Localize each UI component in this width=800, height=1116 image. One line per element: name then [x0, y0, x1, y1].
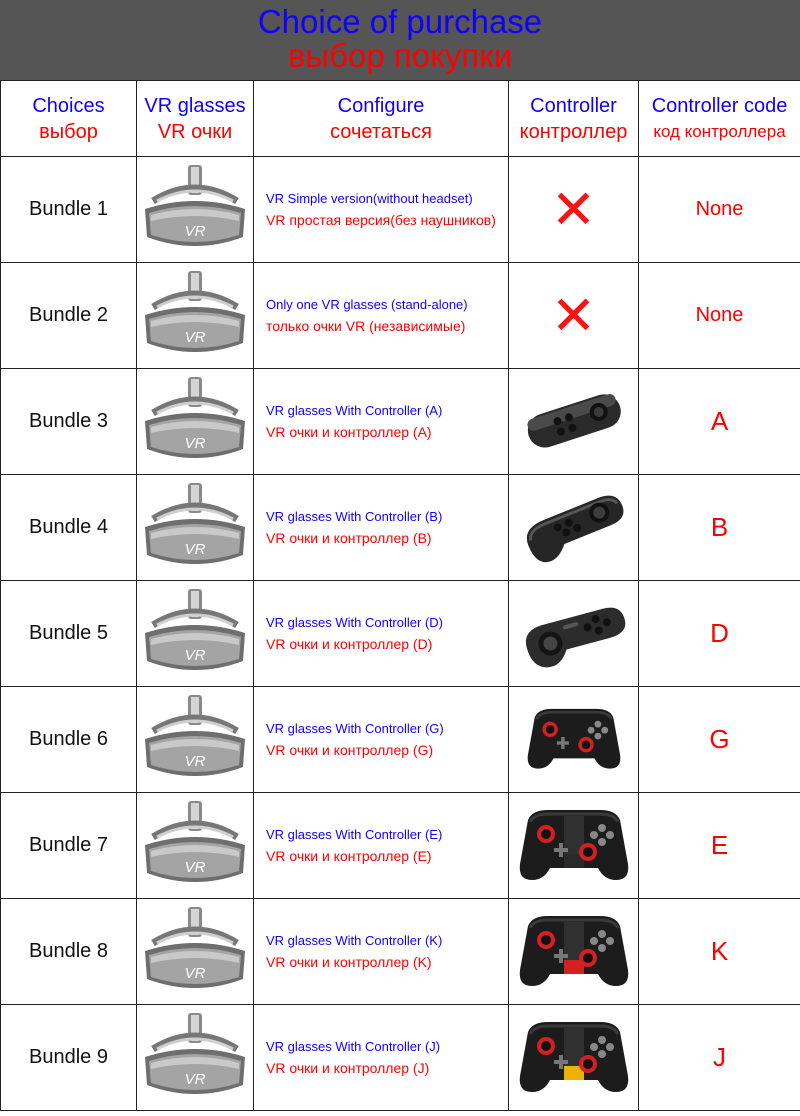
- vr-logo-text: VR: [184, 859, 206, 876]
- vr-logo-text: VR: [184, 965, 206, 982]
- bundle-name: Bundle 3: [1, 369, 137, 475]
- remote-a-icon: [518, 380, 630, 458]
- config-en: VR glasses With Controller (J): [266, 1038, 441, 1054]
- bundle-name: Bundle 7: [1, 793, 137, 899]
- config-en: Only one VR glasses (stand-alone): [266, 296, 468, 312]
- controller-cell: [509, 475, 639, 581]
- col-header-controller-code: [639, 81, 800, 157]
- config-ru: VR очки и контроллер (E): [266, 847, 432, 864]
- vr-glasses-cell: [137, 263, 254, 369]
- table-row: [1, 899, 800, 1005]
- config-ru: VR очки и контроллер (D): [266, 635, 433, 652]
- controller-cell: [509, 793, 639, 899]
- vr-logo-text: VR: [184, 647, 206, 664]
- bundle-name: Bundle 2: [1, 263, 137, 369]
- vr-glasses-cell: [137, 687, 254, 793]
- bundle-name: Bundle 8: [1, 899, 137, 1005]
- col-header-label-en: Choices: [32, 94, 105, 117]
- configure-cell: [254, 157, 509, 263]
- vr-headset-icon: [139, 481, 251, 569]
- controller-code: K: [639, 899, 800, 1005]
- page-title-ru: выбор покупки: [287, 37, 513, 74]
- vr-headset-icon: [139, 269, 251, 357]
- configure-cell: [254, 369, 509, 475]
- col-header-vr-glasses: [137, 81, 254, 157]
- vr-logo-text: VR: [184, 1071, 206, 1088]
- col-header-label-ru: выбор: [39, 120, 98, 143]
- vr-logo-text: VR: [184, 435, 206, 452]
- remote-d-icon: [518, 589, 630, 673]
- gamepad-g-icon: [518, 702, 630, 772]
- col-header-label-ru: сочетаться: [330, 120, 432, 143]
- configure-cell: [254, 793, 509, 899]
- gamepad-j-icon: [518, 1014, 630, 1096]
- col-header-configure: [254, 81, 509, 157]
- config-en: VR glasses With Controller (K): [266, 932, 443, 948]
- controller-code: G: [639, 687, 800, 793]
- controller-cell: [509, 899, 639, 1005]
- vr-logo-text: VR: [184, 541, 206, 558]
- red-x-icon: ✕: [550, 283, 597, 347]
- col-header-label-ru: VR очки: [157, 120, 233, 143]
- bundle-name: Bundle 1: [1, 157, 137, 263]
- vr-glasses-cell: [137, 793, 254, 899]
- col-header-label-ru: контроллер: [519, 120, 628, 143]
- controller-code: None: [639, 263, 800, 369]
- table-row: [1, 475, 800, 581]
- col-header-controller: [509, 81, 639, 157]
- vr-headset-icon: [139, 163, 251, 251]
- vr-headset-icon: [139, 587, 251, 675]
- configure-cell: [254, 1005, 509, 1111]
- config-ru: VR очки и контроллер (B): [266, 529, 432, 546]
- col-header-choices: [1, 81, 137, 157]
- controller-code: E: [639, 793, 800, 899]
- config-ru: VR очки и контроллер (K): [266, 953, 432, 970]
- col-header-label-en: Controller code: [651, 94, 788, 117]
- vr-glasses-cell: [137, 1005, 254, 1111]
- controller-code: B: [639, 475, 800, 581]
- controller-cell: [509, 157, 639, 263]
- vr-glasses-cell: [137, 581, 254, 687]
- vr-logo-text: VR: [184, 223, 206, 240]
- config-en: VR glasses With Controller (D): [266, 614, 443, 630]
- config-ru: VR очки и контроллер (J): [266, 1059, 430, 1076]
- vr-headset-icon: [139, 375, 251, 463]
- table-row: [1, 687, 800, 793]
- bundle-name: Bundle 4: [1, 475, 137, 581]
- vr-logo-text: VR: [184, 753, 206, 770]
- controller-code: J: [639, 1005, 800, 1111]
- config-ru: VR очки и контроллер (A): [266, 423, 432, 440]
- table-row: [1, 1005, 800, 1111]
- table-row: [1, 793, 800, 899]
- config-ru: только очки VR (независимые): [266, 317, 466, 334]
- bundle-table: [0, 80, 800, 1111]
- controller-code: A: [639, 369, 800, 475]
- controller-code: D: [639, 581, 800, 687]
- table-row: [1, 581, 800, 687]
- vr-headset-icon: [139, 905, 251, 993]
- table-header-row: [1, 81, 800, 157]
- col-header-label-en: Controller: [530, 94, 617, 117]
- controller-code: None: [639, 157, 800, 263]
- config-en: VR glasses With Controller (G): [266, 720, 444, 736]
- config-ru: VR простая версия(без наушников): [266, 211, 496, 228]
- configure-cell: [254, 475, 509, 581]
- config-en: VR Simple version(without headset): [266, 190, 473, 206]
- bundle-name: Bundle 6: [1, 687, 137, 793]
- red-x-icon: ✕: [550, 177, 597, 241]
- controller-cell: [509, 1005, 639, 1111]
- table-row: [1, 263, 800, 369]
- table-row: [1, 369, 800, 475]
- configure-cell: [254, 581, 509, 687]
- remote-b-icon: [518, 483, 630, 567]
- vr-headset-icon: [139, 799, 251, 887]
- table-row: [1, 157, 800, 263]
- page-header: [0, 0, 800, 81]
- bundle-name: Bundle 9: [1, 1005, 137, 1111]
- col-header-label-en: Configure: [337, 94, 425, 117]
- vr-logo-text: VR: [184, 329, 206, 346]
- config-en: VR glasses With Controller (A): [266, 402, 443, 418]
- vr-headset-icon: [139, 1011, 251, 1099]
- vr-glasses-cell: [137, 899, 254, 1005]
- controller-cell: [509, 369, 639, 475]
- bundle-name: Bundle 5: [1, 581, 137, 687]
- config-ru: VR очки и контроллер (G): [266, 741, 434, 758]
- vr-glasses-cell: [137, 157, 254, 263]
- vr-headset-icon: [139, 693, 251, 781]
- controller-cell: [509, 263, 639, 369]
- config-en: VR glasses With Controller (B): [266, 508, 443, 524]
- configure-cell: [254, 263, 509, 369]
- col-header-label-en: VR glasses: [144, 94, 246, 117]
- vr-glasses-cell: [137, 369, 254, 475]
- controller-cell: [509, 581, 639, 687]
- vr-glasses-cell: [137, 475, 254, 581]
- page-title-en: Choice of purchase: [257, 3, 543, 40]
- configure-cell: [254, 687, 509, 793]
- gamepad-e-icon: [518, 802, 630, 884]
- config-en: VR glasses With Controller (E): [266, 826, 443, 842]
- gamepad-k-icon: [518, 908, 630, 990]
- col-header-label-ru: код контроллера: [653, 121, 786, 141]
- controller-cell: [509, 687, 639, 793]
- configure-cell: [254, 899, 509, 1005]
